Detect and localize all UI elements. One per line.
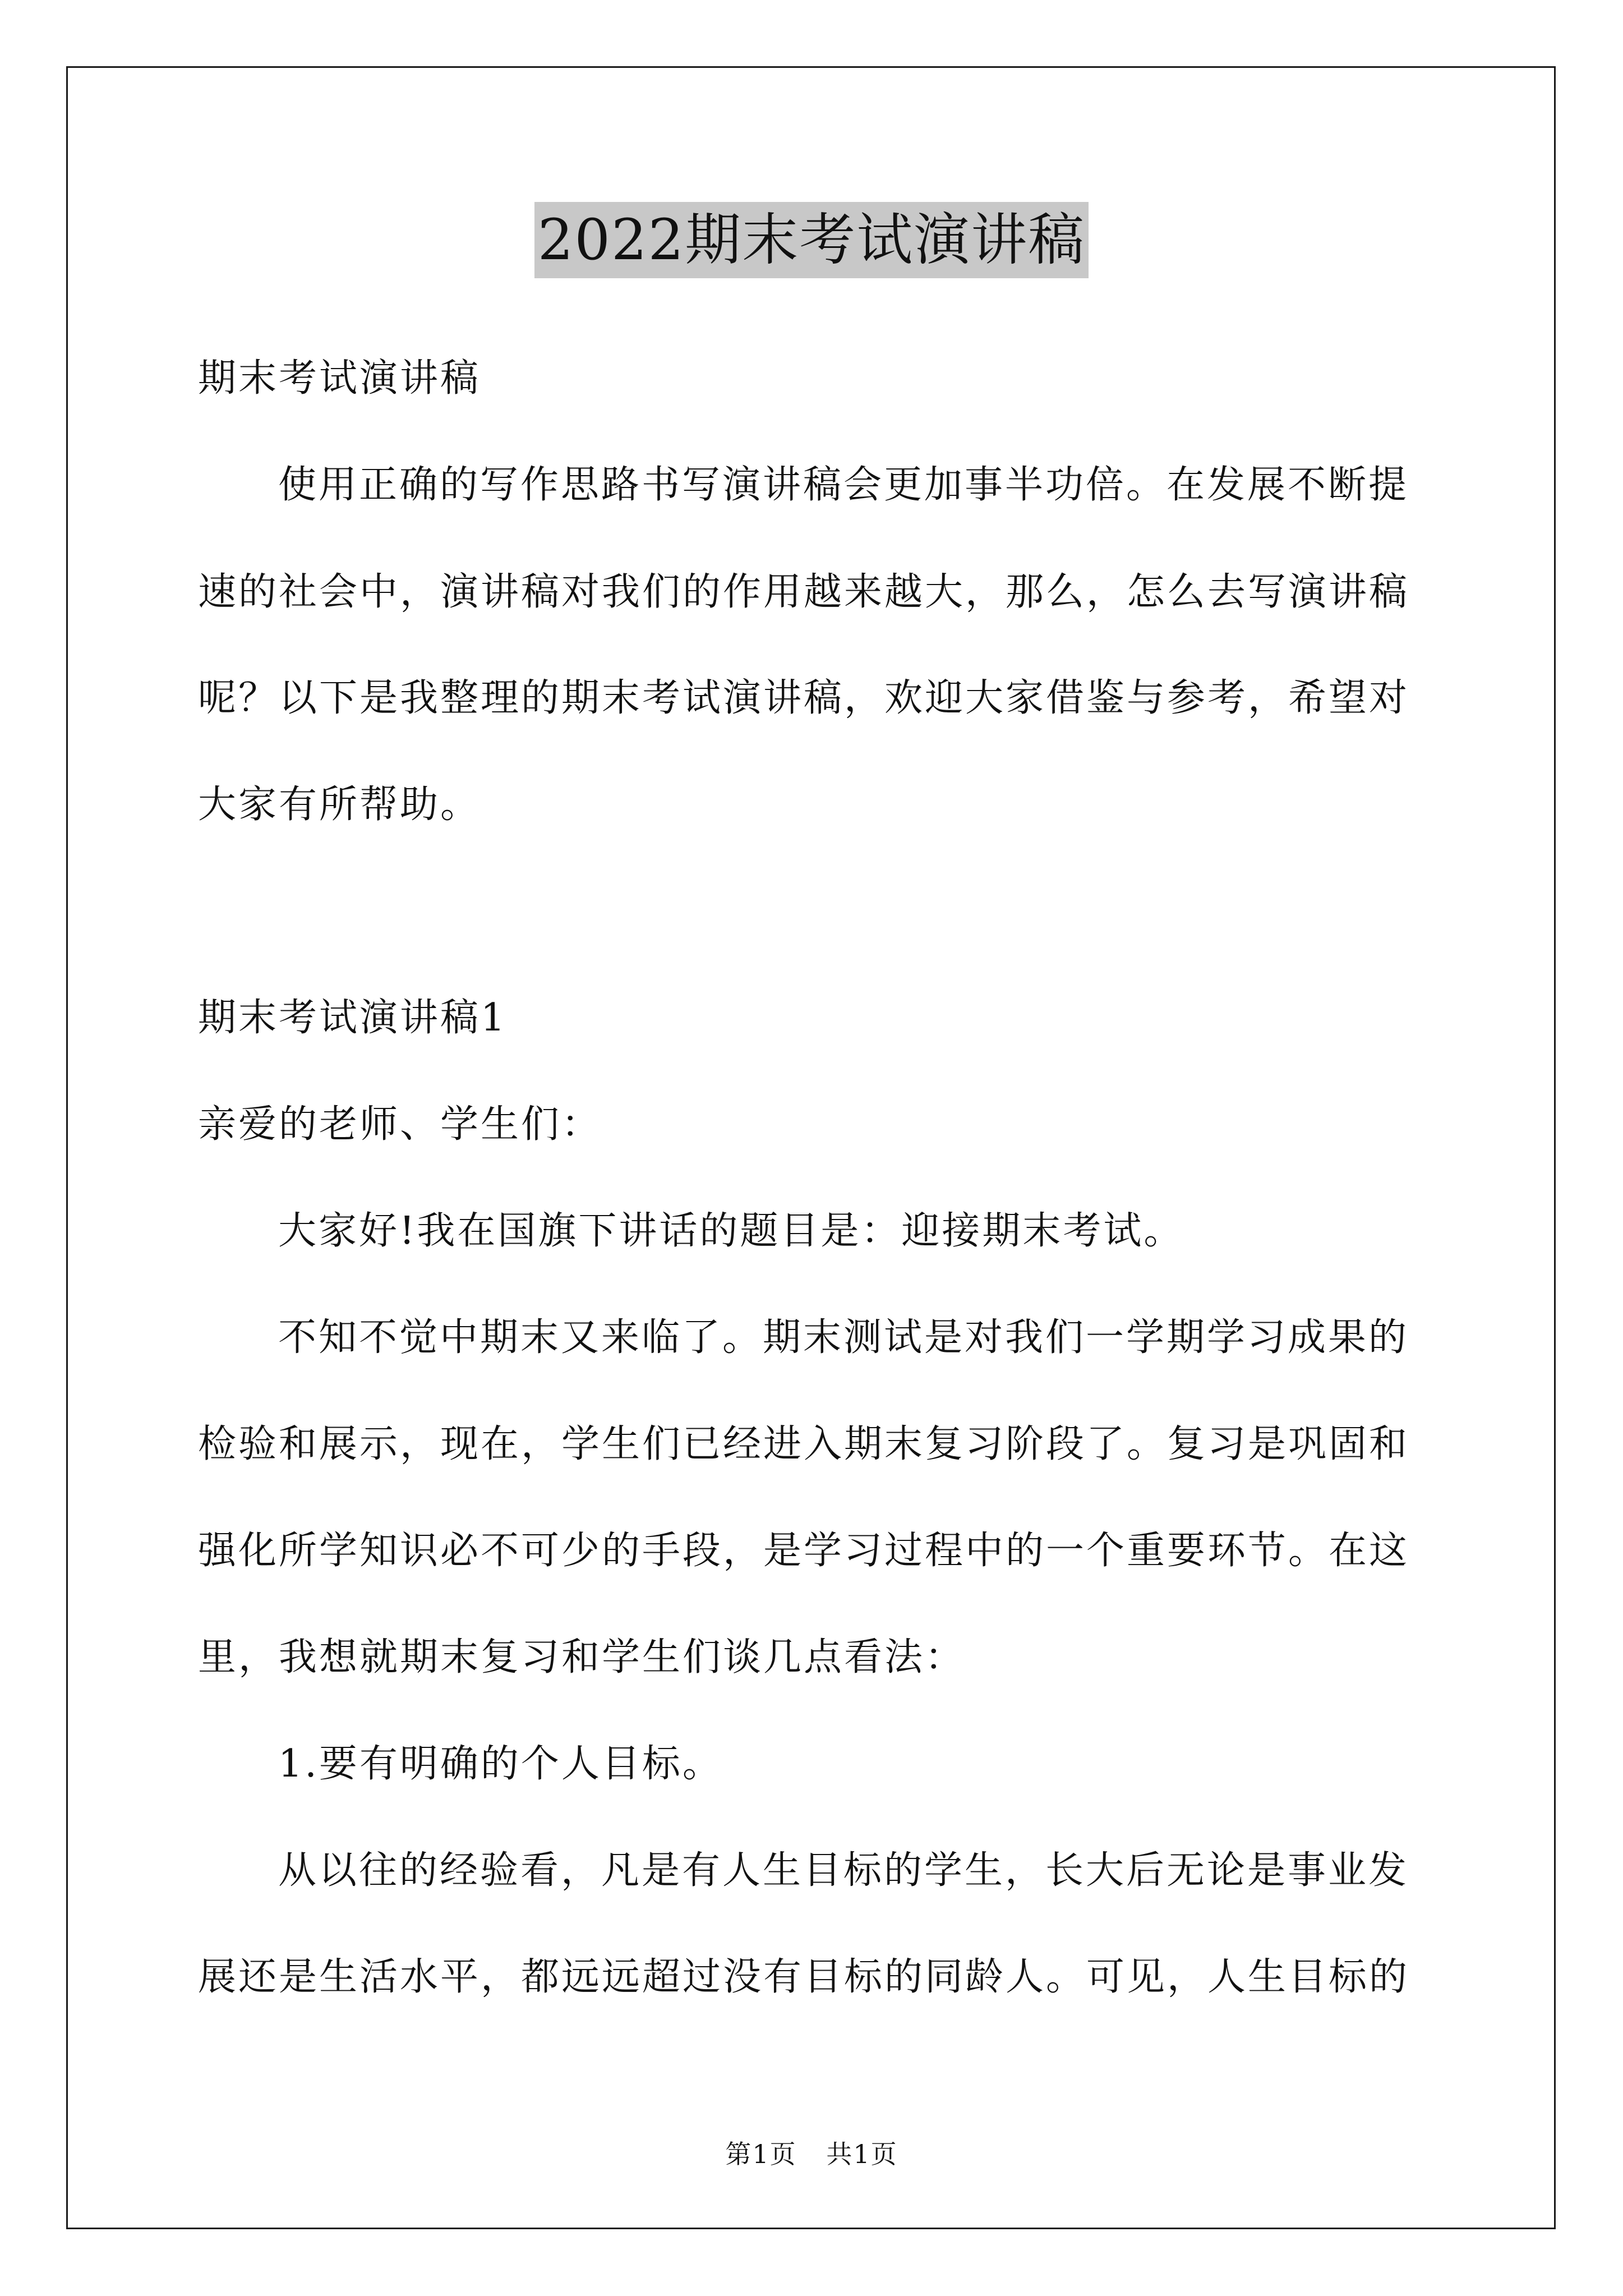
section-heading: 期末考试演讲稿1 [198,996,508,1040]
document-title: 2022期末考试演讲稿 [534,202,1089,278]
paragraph-line: 从以往的经验看，凡是有人生目标的学生，长大后无论是事业发 [278,1848,1409,1893]
paragraph-line: 使用正确的写作思路书写演讲稿会更加事半功倍。在发展不断提 [278,463,1409,507]
salutation: 亲爱的老师、学生们： [198,1102,602,1147]
title-container [0,202,1623,278]
list-item: 1.要有明确的个人目标。 [278,1742,723,1786]
page-footer [0,2138,1623,2170]
paragraph-line: 里，我想就期末复习和学生们谈几点看法： [198,1635,966,1680]
paragraph-line: 不知不觉中期末又来临了。期末测试是对我们一学期学习成果的 [278,1315,1409,1360]
paragraph-line: 大家好!我在国旗下讲话的题目是：迎接期末考试。 [278,1209,1184,1253]
paragraph-line: 大家有所帮助。 [198,783,481,827]
page-number-total: 共1页 [826,2139,898,2169]
section-heading: 期末考试演讲稿 [198,356,481,401]
paragraph-line: 展还是生活水平，都远远超过没有目标的同龄人。可见，人生目标的 [198,1955,1410,1999]
paragraph-line: 速的社会中，演讲稿对我们的作用越来越大，那么，怎么去写演讲稿 [198,570,1410,614]
paragraph-line: 呢？以下是我整理的期末考试演讲稿，欢迎大家借鉴与参考，希望对 [198,676,1410,720]
paragraph-line: 检验和展示，现在，学生们已经进入期末复习阶段了。复习是巩固和 [198,1422,1410,1466]
page-number-current: 第1页 [725,2139,797,2169]
paragraph-line: 强化所学知识必不可少的手段，是学习过程中的一个重要环节。在这 [198,1529,1410,1573]
